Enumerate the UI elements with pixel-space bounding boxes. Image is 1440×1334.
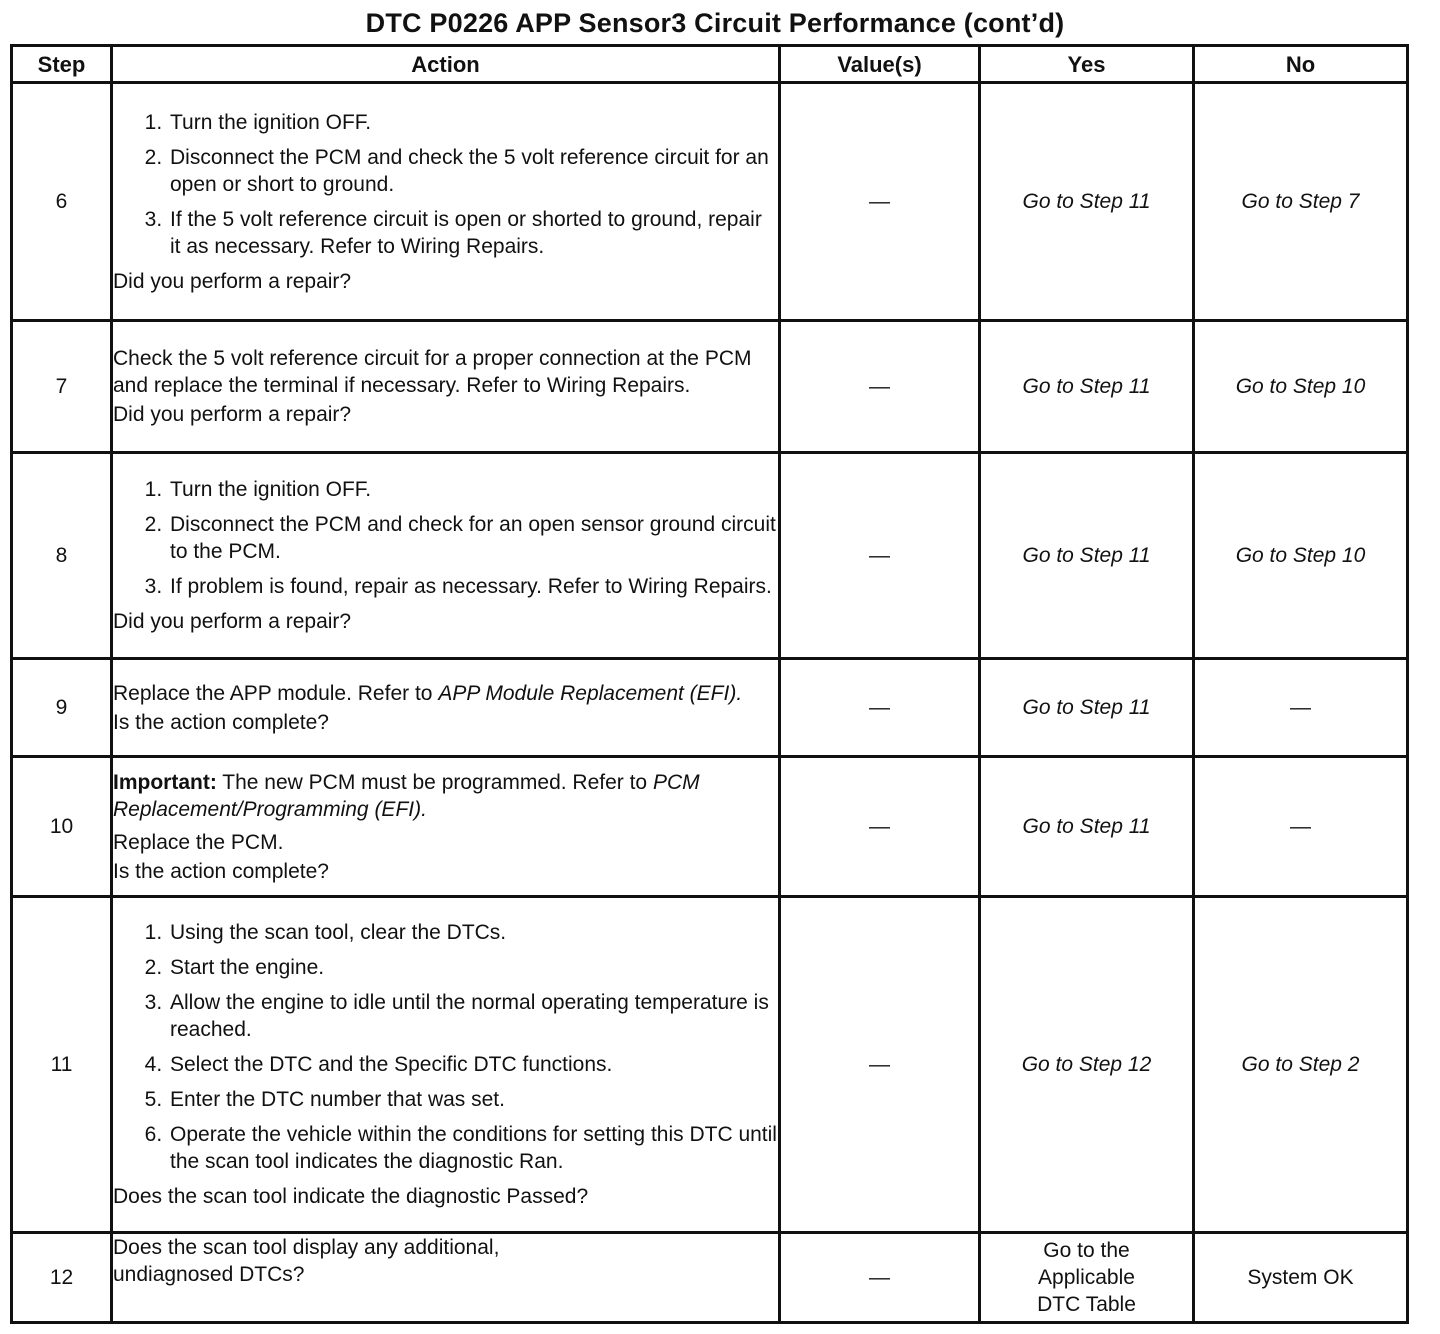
yes-result [980, 1233, 1194, 1323]
action-question: Is the action complete? [113, 710, 329, 734]
yes-result: Go to Step 11 [980, 659, 1194, 757]
table-header-row [12, 46, 1408, 83]
important-text: The new PCM must be programmed. Refer to [216, 770, 653, 794]
action-text: Check the 5 volt reference circuit for a proper connection at the PCM and replace the terminal if necessary. Refer to Wiring Repairs. [113, 347, 752, 397]
action-question: Does the scan tool indicate the diagnostic Passed? [113, 1185, 589, 1208]
yes-result: Go to Step 11 [980, 757, 1194, 897]
step-number: 6 [12, 83, 112, 321]
action-step-item: 2. Disconnect the PCM and check the 5 volt reference circuit for an open or short to ground. [168, 144, 778, 198]
table-row-step-11 [12, 897, 1408, 1233]
table-row-step-9 [12, 659, 1408, 757]
action-step-item: 3. If the 5 volt reference circuit is open or shorted to ground, repair it as necessary. Refer to Wiring Repairs. [168, 206, 778, 260]
action-question: Did you perform a repair? [113, 269, 352, 293]
action-text-prefix: Replace the APP module. Refer to [113, 681, 439, 705]
value-cell: — [780, 453, 980, 659]
step-number: 8 [12, 453, 112, 659]
table-row-step-10 [12, 757, 1408, 897]
no-result: System OK [1194, 1233, 1408, 1323]
header-yes: Yes [980, 46, 1194, 83]
step-number: 10 [12, 757, 112, 897]
action-step-item: 1. Turn the ignition OFF. [168, 476, 778, 503]
action-text: Replace the PCM. [113, 830, 284, 854]
action-step-item: 1. Using the scan tool, clear the DTCs. [168, 919, 778, 946]
action-step-item: 3. If problem is found, repair as necessary. Refer to Wiring Repairs. [168, 573, 778, 600]
action-step-item: 3. Allow the engine to idle until the normal operating temperature is reached. [168, 989, 778, 1043]
no-result: — [1194, 659, 1408, 757]
yes-result-line: DTC Table [1037, 1293, 1136, 1316]
action-cell [112, 321, 780, 453]
action-question: Did you perform a repair? [113, 403, 352, 426]
action-text [113, 680, 778, 707]
step-number: 12 [12, 1233, 112, 1323]
yes-result: Go to Step 11 [980, 453, 1194, 659]
action-cell [112, 897, 780, 1233]
page-title: DTC P0226 APP Sensor3 Circuit Performance (cont’d) [365, 8, 1065, 38]
step-number: 9 [12, 659, 112, 757]
table-row-step-8 [12, 453, 1408, 659]
table-row-step-6 [12, 83, 1408, 321]
action-text: Does the scan tool display any additional, undiagnosed DTCs? [113, 1236, 500, 1286]
no-result: Go to Step 10 [1194, 321, 1408, 453]
action-cell [112, 659, 780, 757]
action-cell [112, 83, 780, 321]
action-cell [112, 1233, 780, 1323]
table-row-step-12 [12, 1233, 1408, 1323]
header-value: Value(s) [780, 46, 980, 83]
yes-result-line: Applicable [1038, 1266, 1135, 1289]
action-steps [113, 919, 778, 1175]
action-question: Did you perform a repair? [113, 610, 352, 633]
value-cell: — [780, 83, 980, 321]
action-steps [113, 109, 778, 260]
no-result: Go to Step 10 [1194, 453, 1408, 659]
no-result: — [1194, 757, 1408, 897]
value-cell: — [780, 757, 980, 897]
value-cell: — [780, 897, 980, 1233]
action-step-item: 6. Operate the vehicle within the conditions for setting this DTC until the scan tool indicates the diagnostic Ran. [168, 1121, 778, 1175]
step-number: 11 [12, 897, 112, 1233]
no-result: Go to Step 7 [1194, 83, 1408, 321]
value-cell: — [780, 1233, 980, 1323]
no-result: Go to Step 2 [1194, 897, 1408, 1233]
action-step-item: 5. Enter the DTC number that was set. [168, 1086, 778, 1113]
yes-result: Go to Step 11 [980, 321, 1194, 453]
reference-link[interactable]: PCM Replacement/Programming (EFI). [113, 770, 700, 821]
step-number: 7 [12, 321, 112, 453]
yes-result-line: Go to the [1043, 1239, 1130, 1262]
yes-result: Go to Step 12 [980, 897, 1194, 1233]
action-step-item: 1. Turn the ignition OFF. [168, 109, 778, 136]
action-steps [113, 476, 778, 600]
header-no: No [1194, 46, 1408, 83]
yes-result: Go to Step 11 [980, 83, 1194, 321]
action-step-item: 4. Select the DTC and the Specific DTC functions. [168, 1051, 778, 1078]
action-step-item: 2. Start the engine. [168, 954, 778, 981]
action-question: Is the action complete? [113, 859, 329, 883]
reference-link[interactable]: APP Module Replacement (EFI). [438, 681, 743, 705]
table-row-step-7 [12, 321, 1408, 453]
action-step-item: 2. Disconnect the PCM and check for an open sensor ground circuit to the PCM. [168, 511, 778, 565]
important-label: Important: [113, 770, 217, 794]
important-note [113, 769, 778, 823]
value-cell: — [780, 659, 980, 757]
action-cell [112, 757, 780, 897]
value-cell: — [780, 321, 980, 453]
header-action: Action [112, 46, 780, 83]
diagnostic-table [10, 44, 1409, 1324]
action-cell [112, 453, 780, 659]
header-step: Step [12, 46, 112, 83]
